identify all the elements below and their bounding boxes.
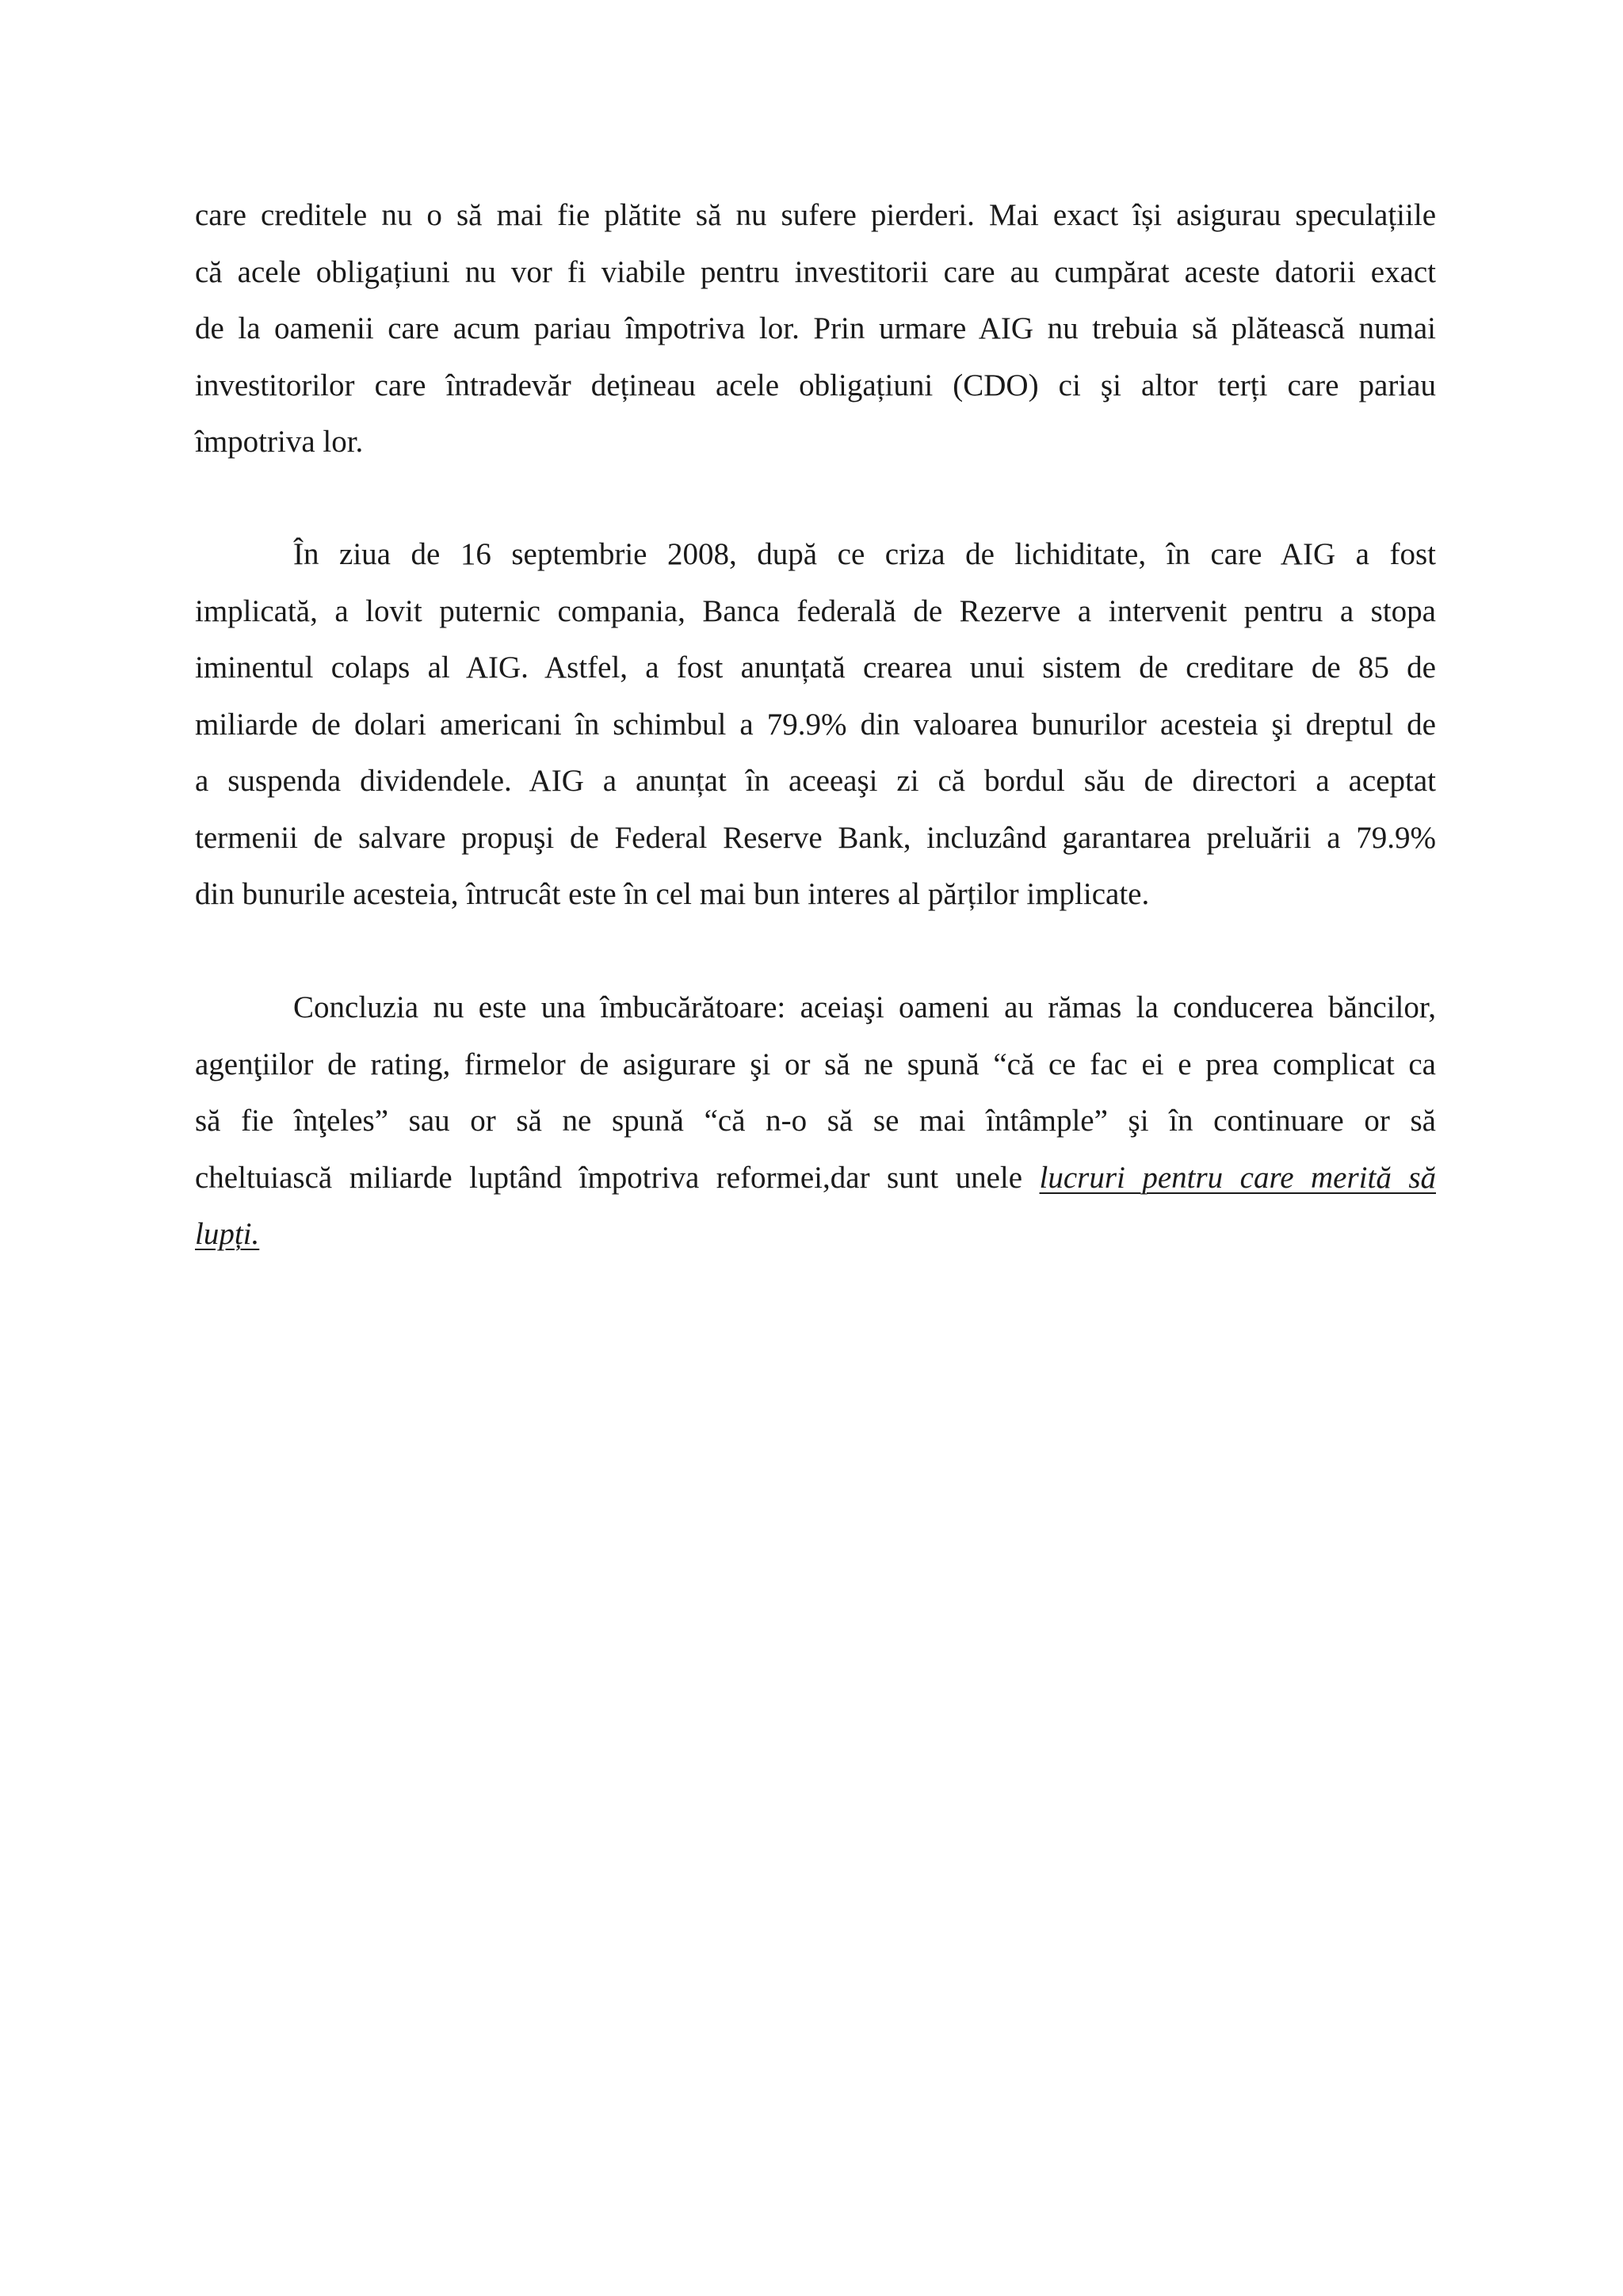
text-line: împotriva lor. — [195, 425, 364, 459]
text-line: să fie înţeles” sau or să ne spună “că n-o să se mai întâmple” şi în continuare or să — [195, 1104, 1436, 1138]
emphasis-link[interactable]: lupți. — [195, 1217, 260, 1251]
emphasis-link[interactable]: lucruri pentru care merită să — [1039, 1160, 1436, 1195]
text-line: investitorilor care întradevăr dețineau acele obligațiuni (CDO) ci şi altor terți care pariau — [195, 368, 1436, 402]
paragraph-federal-reserve-rescue — [195, 526, 1436, 923]
text-line: din bunurile acesteia, întrucât este în cel mai bun interes al părților implicate. — [195, 877, 1150, 911]
text-line: de la oamenii care acum pariau împotriva lor. Prin urmare AIG nu trebuia să plătească numai — [195, 311, 1436, 345]
text-line: că acele obligațiuni nu vor fi viabile pentru investitorii care au cumpărat aceste datorii exact — [195, 254, 1436, 289]
text-line: Concluzia nu este una îmbucărătoare: aceiaşi oameni au rămas la conducerea băncilor, — [293, 990, 1436, 1024]
text-line: implicată, a lovit puternic compania, Banca federală de Rezerve a intervenit pentru a stopa — [195, 593, 1436, 628]
text-line-link-continuation — [195, 1206, 1436, 1263]
text-segment: cheltuiască miliarde luptând împotriva reformei,dar sunt unele — [195, 1160, 1040, 1195]
paragraph-conclusion — [195, 979, 1436, 1263]
text-line: miliarde de dolari americani în schimbul a 79.9% din valoarea bunurilor acesteia şi dreptul de — [195, 707, 1436, 742]
text-line: termenii de salvare propuşi de Federal Reserve Bank, incluzând garantarea preluării a 79.9% — [195, 820, 1436, 855]
text-line: iminentul colaps al AIG. Astfel, a fost anunțată crearea unui sistem de creditare de 85 de — [195, 650, 1436, 685]
text-line-with-link — [195, 1150, 1436, 1207]
paragraph-aig-insurance — [195, 187, 1436, 471]
text-line: care creditele nu o să mai fie plătite să nu sufere pierderi. Mai exact își asigurau speculațiile — [195, 198, 1436, 232]
text-line: În ziua de 16 septembrie 2008, după ce criza de lichiditate, în care AIG a fost — [293, 537, 1436, 571]
text-line: a suspenda dividendele. AIG a anunțat în aceeaşi zi că bordul său de directori a aceptat — [195, 764, 1436, 798]
text-line: agenţiilor de rating, firmelor de asigurare şi or să ne spună “că ce fac ei e prea complicat ca — [195, 1047, 1436, 1081]
